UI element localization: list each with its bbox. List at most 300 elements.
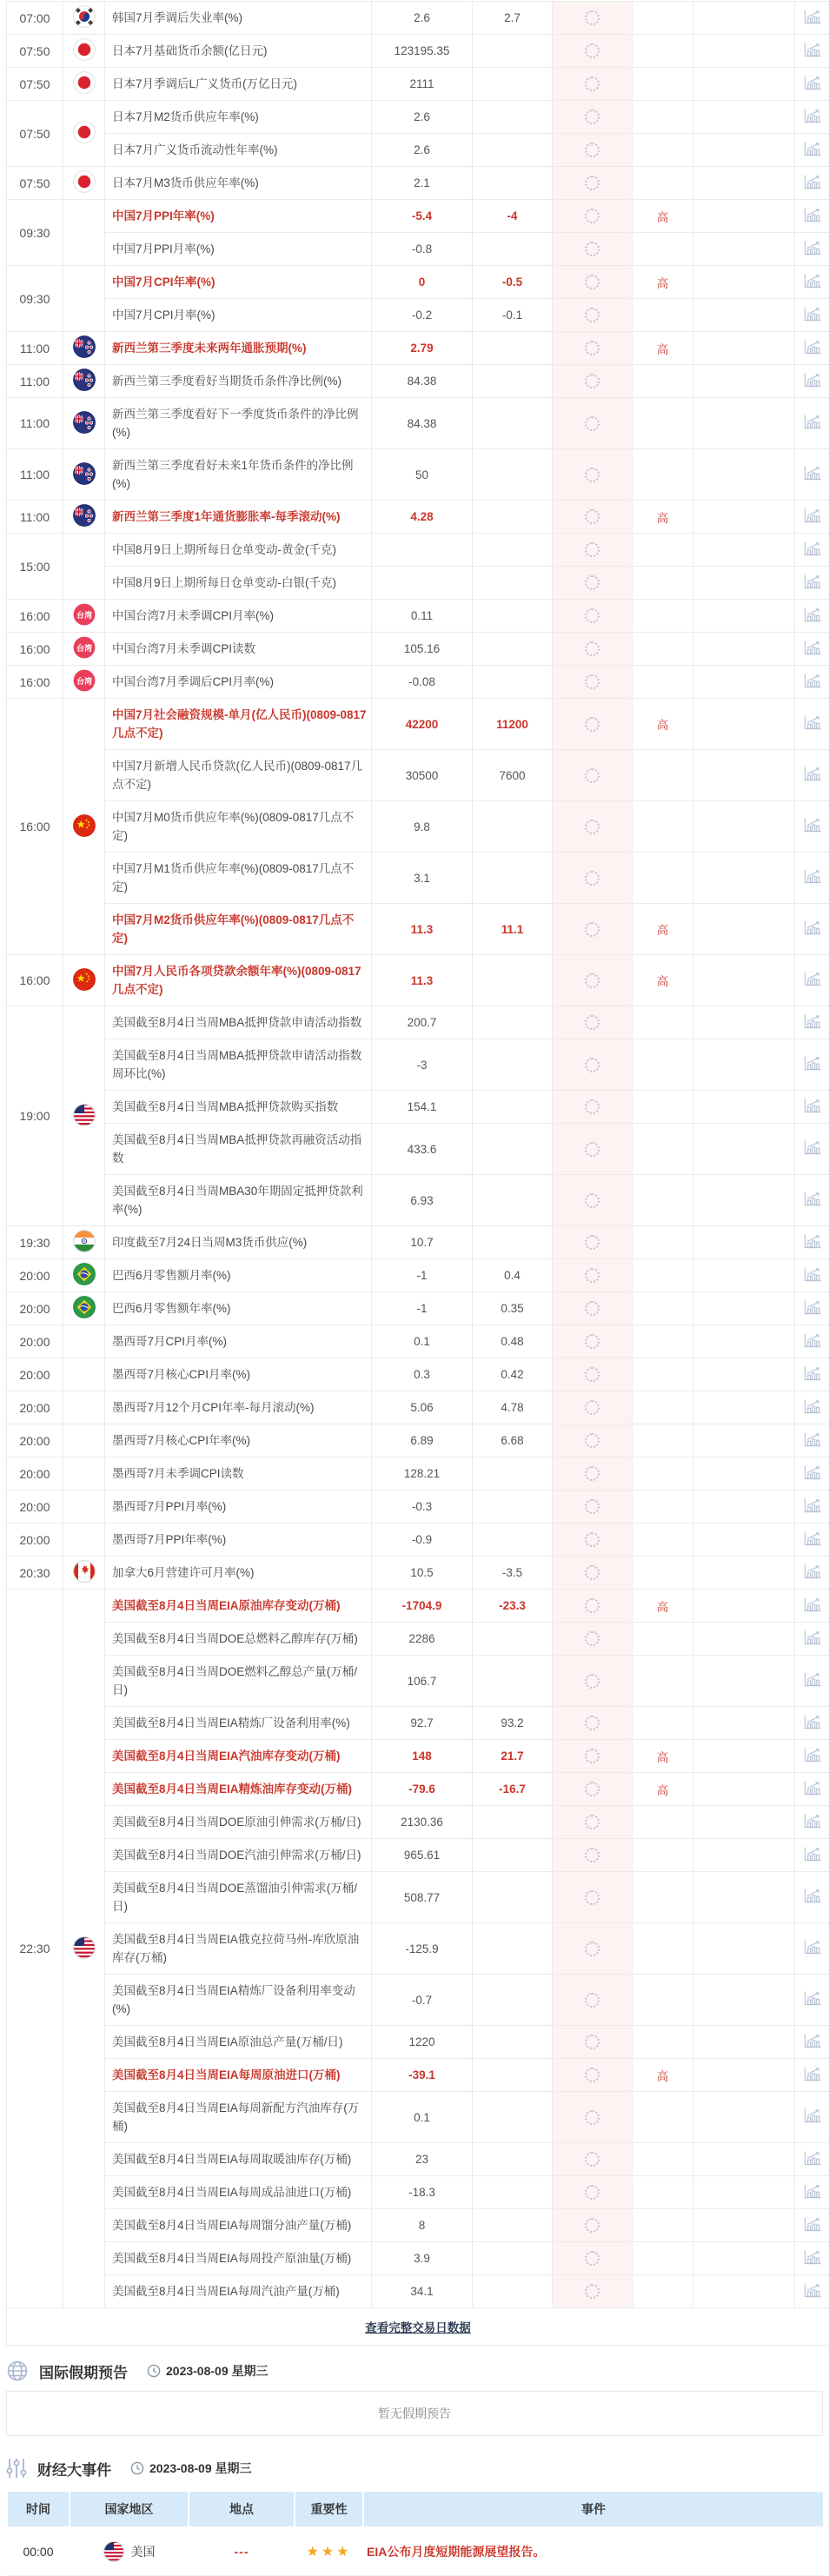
chart-cell (795, 1623, 829, 1656)
event-name: 美国截至8月4日当周EIA精炼厂设备利用率(%) (105, 1707, 372, 1740)
calendar-row (7, 2242, 829, 2275)
events-date: 2023-08-09 星期三 (149, 2460, 252, 2477)
calendar-row (7, 1091, 829, 1124)
chart-icon[interactable] (804, 1056, 821, 1071)
forecast-value (473, 68, 553, 101)
importance-cell (633, 1391, 693, 1424)
previous-value: -1 (372, 1259, 473, 1292)
event-name: 美国截至8月4日当周EIA原油库存变动(万桶) (105, 1590, 372, 1623)
chart-icon[interactable] (804, 2151, 821, 2166)
actual-value-cell (553, 1590, 633, 1623)
event-name: 美国截至8月4日当周EIA原油总产量(万桶/日) (105, 2026, 372, 2059)
previous-value: 3.1 (372, 853, 473, 904)
bullish-bearish-cell (693, 801, 795, 853)
event-name: 中国7月M2货币供应年率(%)(0809-0817几点不定) (105, 904, 372, 955)
forecast-value: -16.7 (473, 1773, 553, 1806)
importance-cell: 高 (633, 955, 693, 1006)
importance-cell (633, 1325, 693, 1358)
chart-icon[interactable] (804, 1748, 821, 1763)
previous-value: 8 (372, 2209, 473, 2242)
calendar-row (7, 233, 829, 266)
chart-icon[interactable] (804, 466, 821, 481)
chart-cell (795, 853, 829, 904)
chart-icon[interactable] (804, 1267, 821, 1282)
importance-cell (633, 534, 693, 567)
view-full-day-link[interactable]: 查看完整交易日数据 (365, 2321, 471, 2334)
flag-japan-icon (73, 121, 96, 143)
chart-cell (795, 2143, 829, 2176)
forecast-value (473, 633, 553, 666)
chart-icon[interactable] (804, 1564, 821, 1579)
chart-icon[interactable] (804, 2034, 821, 2048)
calendar-row (7, 101, 829, 134)
calendar-row (7, 1292, 829, 1325)
chart-cell (795, 299, 829, 332)
event-name: 日本7月广义货币流动性年率(%) (105, 134, 372, 167)
chart-icon[interactable] (804, 1715, 821, 1730)
event-name: 中国台湾7月季调后CPI月率(%) (105, 666, 372, 699)
previous-value: -0.8 (372, 233, 473, 266)
calendar-row (7, 1590, 829, 1623)
chart-icon[interactable] (804, 869, 821, 884)
chart-icon[interactable] (804, 1597, 821, 1612)
previous-value: 6.93 (372, 1175, 473, 1226)
importance-cell: 高 (633, 699, 693, 750)
event-name: 中国7月PPI月率(%) (105, 233, 372, 266)
chart-icon[interactable] (804, 175, 821, 189)
calendar-row (7, 1557, 829, 1590)
forecast-value (473, 501, 553, 534)
forecast-value (473, 167, 553, 200)
flag-south-korea-icon (73, 5, 96, 28)
forecast-value: -23.3 (473, 1590, 553, 1623)
previous-value: 10.7 (372, 1226, 473, 1259)
chart-icon[interactable] (804, 1333, 821, 1348)
importance-cell (633, 1872, 693, 1923)
flag-china-icon (73, 968, 96, 991)
forecast-value: 11200 (473, 699, 553, 750)
chart-cell (795, 1975, 829, 2026)
chart-icon[interactable] (804, 1940, 821, 1955)
chart-icon[interactable] (804, 1814, 821, 1829)
clock-icon (147, 2364, 161, 2378)
chart-icon[interactable] (804, 1099, 821, 1113)
chart-icon[interactable] (804, 241, 821, 256)
chart-icon[interactable] (804, 1781, 821, 1796)
previous-value: 84.38 (372, 398, 473, 449)
importance-cell (633, 101, 693, 134)
importance-cell (633, 68, 693, 101)
previous-value: 965.61 (372, 1839, 473, 1872)
loading-spinner (585, 871, 600, 886)
event-name: 中国7月社会融资规模-单月(亿人民币)(0809-0817几点不定) (105, 699, 372, 750)
calendar-row (7, 1923, 829, 1975)
chart-icon[interactable] (804, 43, 821, 57)
forecast-value (473, 1923, 553, 1975)
loading-spinner (585, 1499, 600, 1514)
calendar-row (7, 600, 829, 633)
actual-value-cell (553, 35, 633, 68)
chart-cell (795, 750, 829, 801)
flag-taiwan-icon (73, 603, 96, 626)
economic-calendar-table (6, 1, 829, 2346)
actual-value-cell (553, 101, 633, 134)
flag-brazil-icon (73, 1296, 96, 1318)
time-cell: 19:30 (7, 1226, 63, 1259)
loading-spinner (585, 10, 600, 25)
chart-cell (795, 1773, 829, 1806)
bullish-bearish-cell (693, 1623, 795, 1656)
chart-icon[interactable] (804, 972, 821, 986)
previous-value: -0.08 (372, 666, 473, 699)
bullish-bearish-cell (693, 1006, 795, 1039)
event-name: 美国截至8月4日当周MBA抵押贷款申请活动指数 (105, 1006, 372, 1039)
event-location: --- (189, 2527, 295, 2576)
chart-icon[interactable] (804, 2217, 821, 2232)
actual-value-cell (553, 1656, 633, 1707)
flag-cell (63, 1259, 105, 1292)
chart-icon[interactable] (804, 2184, 821, 2199)
events-section-header (6, 2457, 829, 2480)
calendar-row (7, 1259, 829, 1292)
forecast-value (473, 332, 553, 365)
bullish-bearish-cell (693, 1424, 795, 1457)
previous-value: 0.1 (372, 1325, 473, 1358)
chart-icon[interactable] (804, 208, 821, 222)
chart-cell (795, 1358, 829, 1391)
event-name: 墨西哥7月PPI月率(%) (105, 1490, 372, 1524)
chart-icon[interactable] (804, 307, 821, 322)
calendar-row (7, 1124, 829, 1175)
calendar-row (7, 365, 829, 398)
forecast-value: 2.7 (473, 2, 553, 35)
flag-cell (63, 699, 105, 955)
importance-cell (633, 801, 693, 853)
actual-value-cell (553, 68, 633, 101)
calendar-row (7, 2059, 829, 2092)
calendar-row (7, 1524, 829, 1557)
time-cell: 07:50 (7, 101, 63, 167)
calendar-row (7, 1975, 829, 2026)
loading-spinner (585, 1015, 600, 1030)
chart-icon[interactable] (804, 641, 821, 655)
forecast-value: 0.48 (473, 1325, 553, 1358)
chart-cell (795, 2176, 829, 2209)
chart-icon[interactable] (804, 340, 821, 355)
svg-text:台湾: 台湾 (76, 610, 91, 620)
calendar-footer-cell (7, 2308, 829, 2346)
previous-value: 5.06 (372, 1391, 473, 1424)
flag-cell (63, 167, 105, 200)
previous-value: 50 (372, 449, 473, 501)
importance-cell (633, 299, 693, 332)
importance-cell (633, 2176, 693, 2209)
time-cell: 20:00 (7, 1524, 63, 1557)
loading-spinner (585, 768, 600, 783)
event-name: 日本7月M2货币供应年率(%) (105, 101, 372, 134)
loading-spinner (585, 1631, 600, 1646)
time-cell: 11:00 (7, 449, 63, 501)
previous-value: 2.6 (372, 134, 473, 167)
chart-icon[interactable] (804, 415, 821, 429)
loading-spinner (585, 674, 600, 689)
chart-icon[interactable] (804, 767, 821, 781)
chart-icon[interactable] (804, 109, 821, 123)
actual-value-cell (553, 1039, 633, 1091)
chart-icon[interactable] (804, 2108, 821, 2123)
previous-value: 11.3 (372, 955, 473, 1006)
previous-value: 2130.36 (372, 1806, 473, 1839)
calendar-row (7, 1707, 829, 1740)
forecast-value (473, 1806, 553, 1839)
calendar-row (7, 699, 829, 750)
calendar-row (7, 534, 829, 567)
forecast-value (473, 1975, 553, 2026)
event-name: 中国8月9日上期所每日仓单变动-白银(千克) (105, 567, 372, 600)
actual-value-cell (553, 904, 633, 955)
chart-cell (795, 1325, 829, 1358)
calendar-row (7, 501, 829, 534)
actual-value-cell (553, 2092, 633, 2143)
bullish-bearish-cell (693, 2026, 795, 2059)
calendar-row (7, 1175, 829, 1226)
actual-value-cell (553, 853, 633, 904)
chart-icon[interactable] (804, 2067, 821, 2081)
holiday-section-header (6, 2360, 829, 2382)
calendar-row (7, 449, 829, 501)
chart-cell (795, 1806, 829, 1839)
chart-icon[interactable] (804, 2283, 821, 2298)
events-section-title: 财经大事件 (37, 2458, 111, 2480)
importance-cell (633, 853, 693, 904)
chart-icon[interactable] (804, 574, 821, 589)
chart-icon[interactable] (804, 508, 821, 523)
importance-cell (633, 233, 693, 266)
time-cell: 16:00 (7, 600, 63, 633)
bullish-bearish-cell (693, 1872, 795, 1923)
time-cell: 20:00 (7, 1259, 63, 1292)
loading-spinner (585, 509, 600, 524)
chart-cell (795, 35, 829, 68)
flag-india-icon (73, 1230, 96, 1252)
chart-icon[interactable] (804, 1531, 821, 1546)
bullish-bearish-cell (693, 1358, 795, 1391)
chart-cell (795, 600, 829, 633)
previous-value: 200.7 (372, 1006, 473, 1039)
chart-cell (795, 2275, 829, 2308)
chart-icon[interactable] (804, 1991, 821, 2006)
calendar-row (7, 2275, 829, 2308)
importance-cell: 高 (633, 501, 693, 534)
bullish-bearish-cell (693, 167, 795, 200)
flag-china-icon (73, 814, 96, 837)
chart-icon[interactable] (804, 1366, 821, 1381)
event-name: 墨西哥7月12个月CPI年率-每月滚动(%) (105, 1391, 372, 1424)
actual-value-cell (553, 332, 633, 365)
actual-value-cell (553, 398, 633, 449)
forecast-value: -0.5 (473, 266, 553, 299)
chart-cell (795, 101, 829, 134)
importance-cell (633, 633, 693, 666)
loading-spinner (585, 1716, 600, 1730)
event-name: 韩国7月季调后失业率(%) (105, 2, 372, 35)
actual-value-cell (553, 600, 633, 633)
chart-icon[interactable] (804, 1465, 821, 1480)
event-name: 美国截至8月4日当周EIA精炼油库存变动(万桶) (105, 1773, 372, 1806)
chart-cell (795, 904, 829, 955)
loading-spinner (585, 1848, 600, 1862)
chart-cell (795, 1839, 829, 1872)
bullish-bearish-cell (693, 365, 795, 398)
bullish-bearish-cell (693, 853, 795, 904)
chart-cell (795, 1039, 829, 1091)
chart-icon[interactable] (804, 76, 821, 90)
flag-cell (63, 332, 105, 365)
forecast-value (473, 534, 553, 567)
calendar-row (7, 1325, 829, 1358)
bullish-bearish-cell (693, 2176, 795, 2209)
chart-icon[interactable] (804, 715, 821, 730)
flag-united-states-icon (103, 2541, 124, 2562)
chart-icon[interactable] (804, 1192, 821, 1206)
chart-cell (795, 449, 829, 501)
forecast-value (473, 853, 553, 904)
calendar-row (7, 1457, 829, 1490)
chart-icon[interactable] (804, 607, 821, 622)
time-cell: 15:00 (7, 534, 63, 600)
forecast-value (473, 1656, 553, 1707)
chart-icon[interactable] (804, 920, 821, 935)
event-name: 美国截至8月4日当周MBA抵押贷款购买指数 (105, 1091, 372, 1124)
loading-spinner (585, 1367, 600, 1382)
chart-icon[interactable] (804, 818, 821, 833)
calendar-row (7, 1391, 829, 1424)
chart-cell (795, 1091, 829, 1124)
forecast-value (473, 567, 553, 600)
chart-icon[interactable] (804, 1498, 821, 1513)
actual-value-cell (553, 1325, 633, 1358)
chart-icon[interactable] (804, 1630, 821, 1645)
chart-cell (795, 1557, 829, 1590)
flag-cell (63, 1292, 105, 1325)
chart-icon[interactable] (804, 541, 821, 556)
previous-value: 1220 (372, 2026, 473, 2059)
importance-cell: 高 (633, 332, 693, 365)
flag-cell (63, 633, 105, 666)
chart-icon[interactable] (804, 373, 821, 388)
chart-cell (795, 2209, 829, 2242)
country-label: 美国 (131, 2543, 156, 2560)
actual-value-cell (553, 1358, 633, 1391)
importance-cell (633, 1424, 693, 1457)
chart-cell (795, 365, 829, 398)
actual-value-cell (553, 633, 633, 666)
calendar-row (7, 2209, 829, 2242)
chart-icon[interactable] (804, 142, 821, 156)
chart-cell (795, 2242, 829, 2275)
forecast-value (473, 801, 553, 853)
loading-spinner (585, 416, 600, 431)
chart-icon[interactable] (804, 1014, 821, 1029)
time-cell: 20:00 (7, 1358, 63, 1391)
calendar-row (7, 200, 829, 233)
holiday-date: 2023-08-09 星期三 (166, 2362, 269, 2380)
actual-value-cell (553, 501, 633, 534)
forecast-value (473, 101, 553, 134)
bullish-bearish-cell (693, 2209, 795, 2242)
event-name: 美国截至8月4日当周EIA汽油库存变动(万桶) (105, 1740, 372, 1773)
time-cell: 11:00 (7, 332, 63, 365)
event-name: 美国截至8月4日当周MBA抵押贷款再融资活动指数 (105, 1124, 372, 1175)
previous-value: 23 (372, 2143, 473, 2176)
previous-value: 92.7 (372, 1707, 473, 1740)
calendar-row (7, 1656, 829, 1707)
actual-value-cell (553, 1975, 633, 2026)
calendar-row (7, 2026, 829, 2059)
flag-cell (63, 398, 105, 449)
previous-value: 106.7 (372, 1656, 473, 1707)
chart-cell (795, 1391, 829, 1424)
chart-icon[interactable] (804, 1234, 821, 1249)
flag-cell (63, 1325, 105, 1358)
chart-icon[interactable] (804, 1889, 821, 1903)
flag-cell (63, 1457, 105, 1490)
flag-cell (63, 266, 105, 332)
loading-spinner (585, 1890, 600, 1905)
forecast-value: -4 (473, 200, 553, 233)
importance-cell (633, 1091, 693, 1124)
chart-icon[interactable] (804, 1399, 821, 1414)
chart-cell (795, 2059, 829, 2092)
chart-icon[interactable] (804, 274, 821, 289)
calendar-row (7, 1872, 829, 1923)
loading-spinner (585, 374, 600, 388)
calendar-row (7, 633, 829, 666)
chart-icon[interactable] (804, 1300, 821, 1315)
loading-spinner (585, 2068, 600, 2082)
chart-icon[interactable] (804, 1140, 821, 1155)
chart-icon[interactable] (804, 674, 821, 688)
previous-value: 105.16 (372, 633, 473, 666)
chart-cell (795, 1424, 829, 1457)
calendar-row (7, 1740, 829, 1773)
bullish-bearish-cell (693, 332, 795, 365)
importance-cell (633, 398, 693, 449)
chart-icon[interactable] (804, 1847, 821, 1862)
calendar-row (7, 955, 829, 1006)
event-name: 日本7月M3货币供应年率(%) (105, 167, 372, 200)
chart-icon[interactable] (804, 2250, 821, 2265)
chart-icon[interactable] (804, 10, 821, 24)
chart-icon[interactable] (804, 1672, 821, 1687)
loading-spinner (585, 1565, 600, 1580)
flag-japan-icon (73, 170, 96, 193)
sliders-icon (6, 2457, 27, 2480)
importance-cell (633, 567, 693, 600)
chart-cell (795, 2, 829, 35)
actual-value-cell (553, 2, 633, 35)
time-cell: 07:50 (7, 68, 63, 101)
loading-spinner (585, 1235, 600, 1250)
svg-text:台湾: 台湾 (76, 643, 91, 653)
time-cell: 09:30 (7, 200, 63, 266)
actual-value-cell (553, 1175, 633, 1226)
bullish-bearish-cell (693, 101, 795, 134)
previous-value: 2.6 (372, 101, 473, 134)
chart-icon[interactable] (804, 1432, 821, 1447)
importance-cell (633, 1557, 693, 1590)
chart-cell (795, 1590, 829, 1623)
